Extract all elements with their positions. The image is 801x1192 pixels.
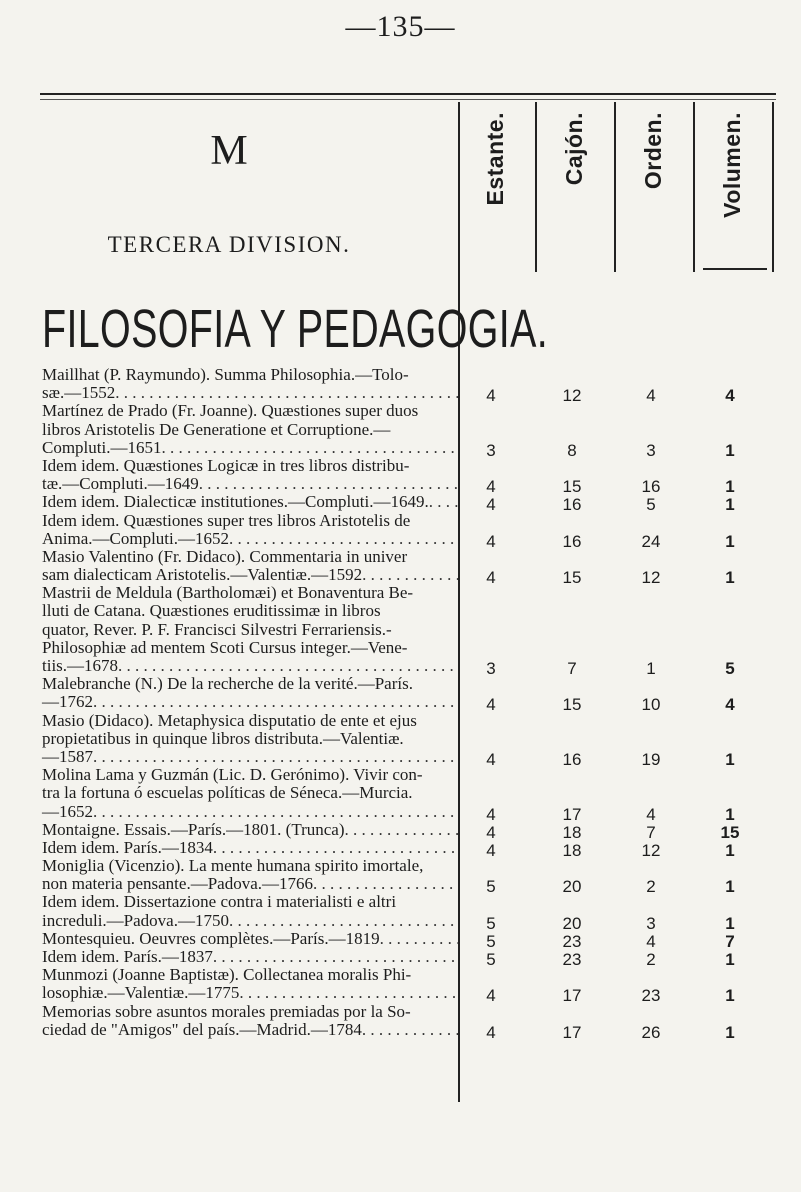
catalog-entry [0,402,801,460]
volumen-value: 1 [725,877,735,897]
entry-text: Idem idem. París.—1834 [42,838,213,857]
orden-value: 4 [646,386,656,406]
volumen-value: 1 [725,1022,735,1042]
cajon-value: 17 [562,1022,582,1042]
column-header-volumen: Volumen. [718,112,745,218]
cajon-value: 23 [562,950,582,969]
entry-text-line: Idem idem. Quæstiones super tres libros Aristotelis de [42,511,411,530]
top-rule-thin [40,99,776,100]
column-divider [535,102,537,272]
estante-value: 5 [486,950,496,969]
volumen-value: 5 [725,659,735,678]
orden-value: 12 [641,568,661,588]
estante-value: 4 [486,986,496,1006]
estante-value: 4 [486,386,496,406]
cajon-value: 15 [562,695,582,715]
entry-text: —1762 [42,693,93,712]
volumen-value: 1 [725,495,735,515]
catalog-entry [0,511,801,551]
catalog-entry [0,766,801,824]
column-header-cajon: Cajón. [560,112,587,186]
catalog-entry [0,547,801,588]
estante-value: 3 [486,440,496,460]
volumen-value: 1 [725,531,735,551]
volumen-value: 7 [725,931,735,951]
entry-text-line: propietatibus in quinque libros distributa.—Valentiæ. [42,729,404,748]
orden-value: 23 [641,986,661,1006]
catalog-entry [0,929,801,951]
estante-value: 5 [486,877,496,897]
orden-value: 12 [641,840,661,860]
entry-text: tæ.—Compluti.—1649 [42,475,199,494]
entry-text-line: libros Aristotelis De Generatione et Corruptione.— [42,420,391,439]
orden-value: 1 [646,659,656,678]
entry-text-line: Munmozi (Joanne Baptistæ). Collectanea moralis Phi- [42,966,412,985]
catalog-entry [0,584,801,678]
estante-value: 4 [486,695,496,715]
volumen-value: 1 [725,749,735,769]
entry-text-line: Mastrii de Meldula (Bartholomæi) et Bonaventura Be- [42,584,414,603]
entry-text-line: Malebranche (N.) De la recherche de la verité.—París. [42,675,413,694]
volumen-value: 1 [725,913,735,933]
cajon-value: 17 [562,804,582,824]
volumen-value: 4 [725,386,735,406]
entry-text: —1587 [42,747,93,766]
cajon-value: 18 [562,822,582,842]
estante-value: 4 [486,840,496,860]
section-letter: M [210,128,248,174]
orden-value: 5 [646,495,656,515]
entry-text: Anima.—Compluti.—1652 [42,529,229,548]
entry-text: Idem idem. Dialecticæ institutiones.—Compluti.—1649. [42,493,429,512]
entry-text: sæ.—1552 [42,384,116,403]
cajon-value: 15 [562,477,582,497]
entry-text-line: Moniglia (Vicenzio). La mente humana spirito imortale, [42,857,424,876]
volumen-value: 15 [720,822,740,842]
entry-text: Idem idem. París.—1837 [42,948,213,966]
catalog-entry [0,1002,801,1042]
volumen-value: 1 [725,986,735,1006]
orden-value: 4 [646,804,656,824]
entry-text-line: Maillhat (P. Raymundo). Summa Philosophia.—Tolo- [42,366,409,384]
entry-text: non materia pensante.—Padova.—1766 [42,875,313,894]
volumen-value: 1 [725,840,735,860]
entry-text: Montaigne. Essais.—París.—1801. (Trunca) [42,820,345,839]
top-rule [40,93,776,95]
catalog-entry [0,948,801,969]
entry-text-line: Molina Lama y Guzmán (Lic. D. Gerónimo). Vivir con- [42,766,423,785]
orden-value: 3 [646,913,656,933]
estante-value: 4 [486,749,496,769]
entry-text: increduli.—Padova.—1750 [42,911,229,930]
section-title: FILOSOFIA Y PEDAGOGIA. [42,299,549,359]
column-divider [772,102,774,272]
catalog-entry [0,966,801,1006]
entry-text: Montesquieu. Oeuvres complètes.—París.—1819 [42,929,380,948]
cajon-value: 16 [562,495,582,515]
entry-text: losophiæ.—Valentiæ.—1775 [42,984,240,1003]
orden-value: 19 [641,749,661,769]
division-heading: TERCERA DIVISION. [107,232,351,257]
cajon-value: 23 [562,931,582,951]
catalog-entry [0,366,801,406]
cajon-value: 8 [567,440,577,460]
catalog-entry [0,838,801,860]
volumen-value: 1 [725,477,735,497]
orden-value: 4 [646,931,656,951]
entry-text-line: Idem idem. Dissertazione contra i materialisti e altri [42,893,397,912]
orden-value: 3 [646,440,656,460]
cajon-value: 7 [567,659,577,678]
orden-value: 24 [641,531,661,551]
catalog-entry [0,675,801,715]
column-header-estante: Estante. [481,112,508,206]
entry-text-line: tra la fortuna ó escuelas políticas de Séneca.—Murcia. [42,784,413,803]
entry-text-line: Masio Valentino (Fr. Didaco). Commentaria in univer [42,547,408,566]
entry-text-line: Idem idem. Quæstiones Logicæ in tres libros distribu- [42,456,410,475]
cajon-value: 20 [562,913,582,933]
estante-value: 4 [486,568,496,588]
catalog-entry [0,456,801,497]
volumen-value: 4 [725,695,735,715]
entry-text-line: lluti de Catana. Quæstiones eruditissimæ in libros [42,602,381,621]
orden-value: 26 [641,1022,661,1042]
volumen-value: 1 [725,804,735,824]
entry-text-line: Memorias sobre asuntos morales premiadas por la So- [42,1002,411,1021]
orden-value: 2 [646,950,656,969]
estante-value: 4 [486,495,496,515]
estante-value: 5 [486,913,496,933]
orden-value: 7 [646,822,656,842]
estante-value: 5 [486,931,496,951]
entry-text-line: Philosophiæ ad mentem Scoti Cursus integer.—Vene- [42,638,408,657]
entry-text: tiis.—1678 [42,657,119,675]
estante-value: 3 [486,659,496,678]
cajon-value: 15 [562,568,582,588]
estante-value: 4 [486,804,496,824]
column-divider [693,102,695,272]
volumen-value: 1 [725,950,735,969]
entry-text: sam dialecticam Aristotelis.—Valentiæ.—1592 [42,566,363,585]
catalog-entry [0,493,801,515]
entry-text-line: quator, Rever. P. F. Francisci Silvestri Ferrariensis.- [42,620,392,639]
volumen-value: 1 [725,568,735,588]
entry-text: Compluti.—1651 [42,438,162,457]
cajon-value: 16 [562,749,582,769]
entry-text: ciedad de "Amigos" del país.—Madrid.—1784 [42,1020,362,1039]
estante-value: 4 [486,477,496,497]
estante-value: 4 [486,1022,496,1042]
column-divider [614,102,616,272]
cajon-value: 12 [562,386,582,406]
page-number: —135— [345,10,456,43]
cajon-value: 17 [562,986,582,1006]
orden-value: 16 [641,477,661,497]
catalog-entry [0,893,801,933]
entry-text-line: Martínez de Prado (Fr. Joanne). Quæstiones super duos [42,402,419,421]
catalog-entry [0,857,801,897]
catalog-entries [0,366,801,1042]
orden-value: 2 [646,877,656,897]
entry-text: —1652 [42,802,93,821]
catalog-entry [0,820,801,842]
estante-value: 4 [486,531,496,551]
entry-text-line: Masio (Didaco). Metaphysica disputatio de ente et ejus [42,711,417,730]
catalog-entry [0,712,801,767]
column-header-orden: Orden. [639,112,666,190]
cajon-value: 16 [562,531,582,551]
cajon-value: 18 [562,840,582,860]
orden-value: 10 [641,695,661,715]
header-underline [703,268,767,270]
cajon-value: 20 [562,877,582,897]
volumen-value: 1 [725,440,735,460]
estante-value: 4 [486,822,496,842]
